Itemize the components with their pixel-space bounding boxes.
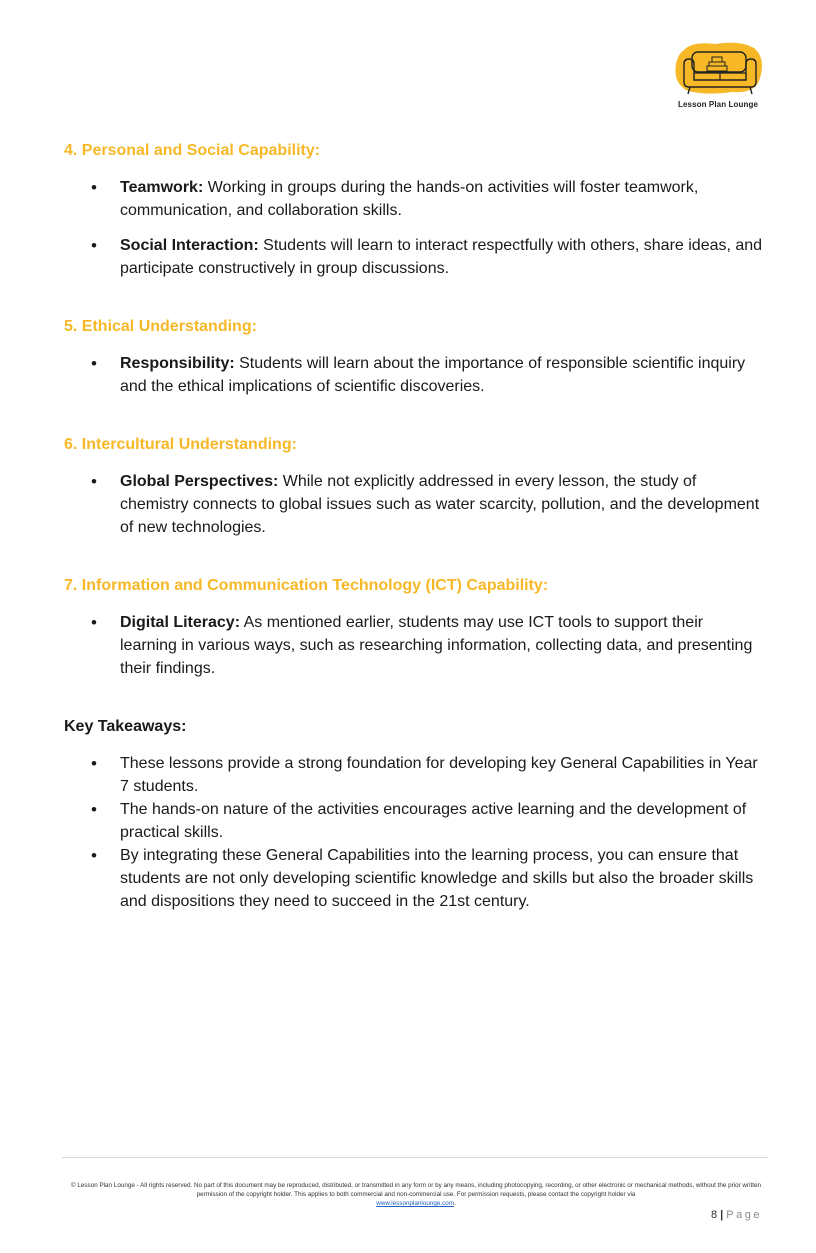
brand-logo: [672, 40, 764, 114]
section-intercultural: [64, 435, 764, 539]
footer-divider: [62, 1157, 768, 1158]
list-item: [64, 352, 764, 398]
section-key-takeaways: [64, 717, 764, 913]
item-text: While not explicitly addressed in every lesson, the study of chemistry connects to global issues such as water scarcity, pollution, and the development of new technologies.: [120, 473, 760, 536]
bullet-list: [64, 752, 764, 913]
bullet-list: [64, 611, 764, 680]
item-term: Global Perspectives:: [120, 473, 279, 490]
item-term: Responsibility:: [120, 355, 235, 372]
list-item: • By integrating these General Capabilities into the learning process, you can ensure that students are not only developing scientific knowledge and skills but also the broader skills and dispositions they need to succeed in the 21st century.: [64, 844, 764, 913]
bullet-list: [64, 352, 764, 398]
item-text: Students will learn about the importance of responsible scientific inquiry and the ethical implications of scientific discoveries.: [120, 355, 746, 395]
item-text: Students will learn to interact respectfully with others, share ideas, and participate constructively in group discussions.: [120, 237, 763, 277]
copyright-text: © Lesson Plan Lounge - All rights reserved. No part of this document may be reproduced, distributed, or transmitted in any form or by any means, including photocopying, recording, or other electronic or mechanical methods, without the prior written permission of the copyright holder. This applies to both commercial and non-commercial use. For permission requests, please contact the copyright holder via: [71, 1182, 761, 1198]
brand-name: Lesson Plan Lounge: [677, 100, 759, 109]
list-item: • The hands-on nature of the activities encourages active learning and the development of practical skills.: [64, 798, 764, 844]
item-term: Digital Literacy:: [120, 614, 241, 631]
item-text: As mentioned earlier, students may use ICT tools to support their learning in various ways, such as researching information, collecting data, and presenting their findings.: [120, 614, 753, 677]
section-heading: 4. Personal and Social Capability:: [64, 142, 321, 159]
section-heading: 6. Intercultural Understanding:: [64, 436, 297, 453]
website-link[interactable]: www.lessonplanlounge.com: [376, 1200, 454, 1207]
footer-copyright: [66, 1181, 766, 1208]
bullet-list: [64, 470, 764, 539]
bullet-list: [64, 176, 764, 280]
sofa-logo-icon: [672, 40, 764, 100]
section-personal-social: [64, 141, 764, 280]
section-ethical: [64, 317, 764, 398]
list-item: • These lessons provide a strong foundation for developing key General Capabilities in Year 7 students.: [64, 752, 764, 798]
page-number: [711, 1209, 762, 1221]
link-suffix: .: [453, 1200, 456, 1207]
section-heading: Key Takeaways:: [64, 718, 187, 735]
main-content: [64, 141, 764, 913]
item-term: Teamwork:: [120, 179, 204, 196]
page-separator: |: [720, 1209, 724, 1221]
list-item: [64, 611, 764, 680]
section-heading: 5. Ethical Understanding:: [64, 318, 257, 335]
section-ict: [64, 576, 764, 680]
list-item: [64, 176, 764, 222]
section-heading: 7. Information and Communication Technology (ICT) Capability:: [64, 577, 549, 594]
list-item: [64, 234, 764, 280]
page-number-value: 8: [710, 1209, 718, 1221]
list-item: [64, 470, 764, 539]
item-term: Social Interaction:: [120, 237, 259, 254]
item-text: Working in groups during the hands-on activities will foster teamwork, communication, and collaboration skills.: [120, 179, 699, 219]
page-label: Page: [726, 1209, 762, 1221]
